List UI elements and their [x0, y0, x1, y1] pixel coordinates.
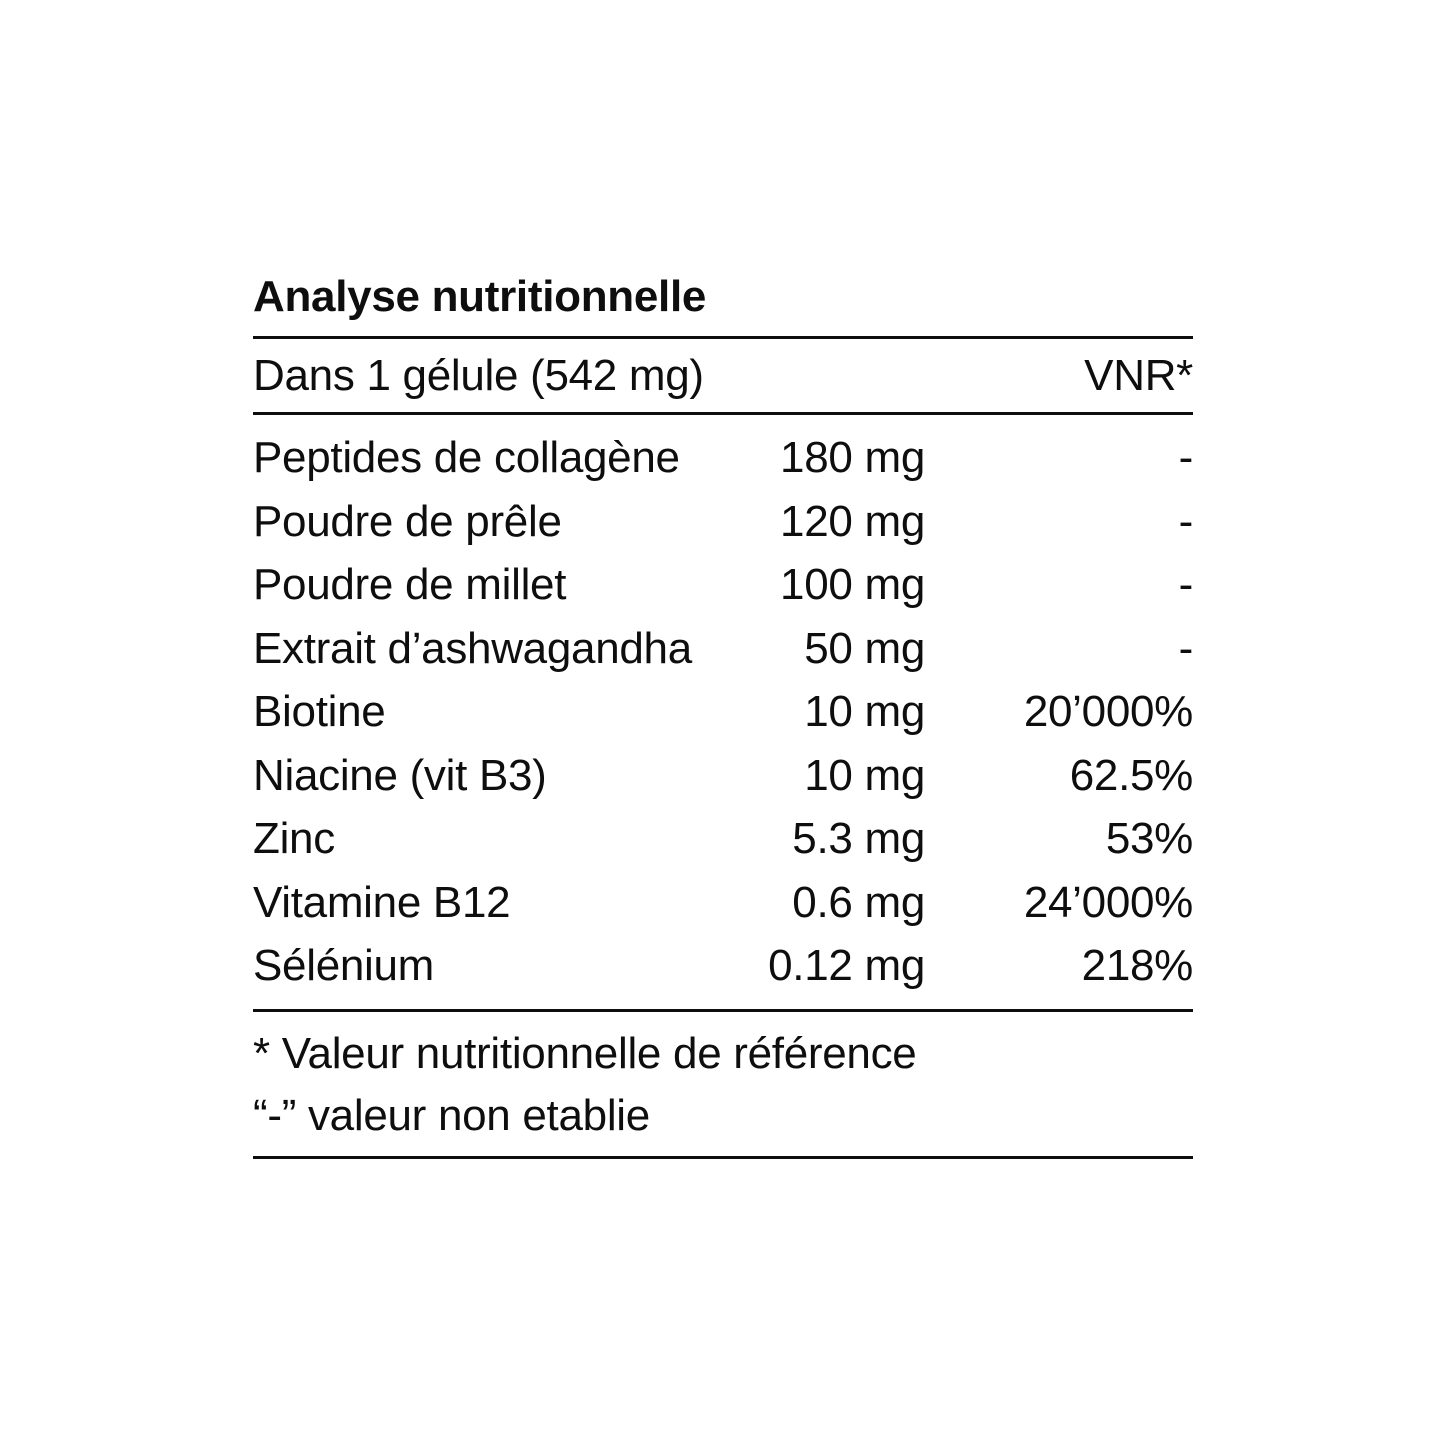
ingredient-vnr: -: [1178, 496, 1193, 546]
ingredient-vnr: -: [1178, 623, 1193, 673]
nutrition-table: [253, 272, 1193, 1159]
ingredient-amount: 100 mg: [780, 560, 925, 609]
divider-bottom: [253, 1156, 1193, 1159]
ingredient-amount: 10 mg: [804, 750, 925, 800]
table-row: [253, 617, 1193, 681]
ingredient-vnr: 218%: [1081, 941, 1193, 990]
table-row: [253, 744, 1193, 808]
ingredient-name: Sélénium: [253, 941, 435, 990]
ingredient-vnr: 20’000%: [1023, 687, 1193, 736]
ingredient-amount: 50 mg: [804, 623, 925, 673]
ingredient-amount: 180 mg: [780, 433, 925, 482]
ingredient-amount: 120 mg: [780, 496, 925, 546]
table-row: [253, 807, 1193, 871]
ingredient-vnr: 53%: [1105, 814, 1193, 863]
ingredient-vnr: -: [1178, 433, 1193, 482]
divider-body: [253, 1009, 1193, 1012]
ingredient-vnr: 62.5%: [1069, 750, 1193, 800]
ingredient-amount: 0.6 mg: [792, 877, 925, 927]
ingredient-amount: 0.12 mg: [768, 941, 925, 990]
ingredient-name: Biotine: [253, 687, 386, 736]
ingredient-name: Extrait d’ashwagandha: [253, 623, 692, 673]
table-row: [253, 934, 1193, 998]
ingredient-vnr: -: [1178, 560, 1193, 609]
footnotes: [253, 1023, 1193, 1147]
ingredient-name: Vitamine B12: [253, 877, 511, 927]
divider-header: [253, 412, 1193, 415]
serving-size-label: Dans 1 gélule (542 mg): [253, 350, 704, 400]
ingredient-name: Niacine (vit B3): [253, 750, 547, 800]
ingredient-name: Peptides de collagène: [253, 433, 680, 482]
vnr-column-header: VNR*: [1084, 350, 1193, 400]
ingredient-name: Poudre de prêle: [253, 496, 562, 546]
table-title: Analyse nutritionnelle: [253, 272, 707, 321]
ingredient-name: Poudre de millet: [253, 560, 567, 609]
table-header-row: [253, 339, 1193, 412]
ingredient-vnr: 24’000%: [1023, 877, 1193, 927]
table-body: [253, 426, 1193, 998]
ingredient-name: Zinc: [253, 814, 335, 863]
table-row: [253, 680, 1193, 744]
footnote-dash-definition: “-” valeur non etablie: [253, 1090, 650, 1140]
ingredient-amount: 10 mg: [804, 687, 925, 736]
ingredient-amount: 5.3 mg: [792, 814, 925, 863]
table-row: [253, 871, 1193, 935]
footnote-vnr-definition: * Valeur nutritionnelle de référence: [253, 1028, 917, 1078]
table-row: [253, 426, 1193, 490]
table-row: [253, 490, 1193, 554]
table-row: [253, 553, 1193, 617]
